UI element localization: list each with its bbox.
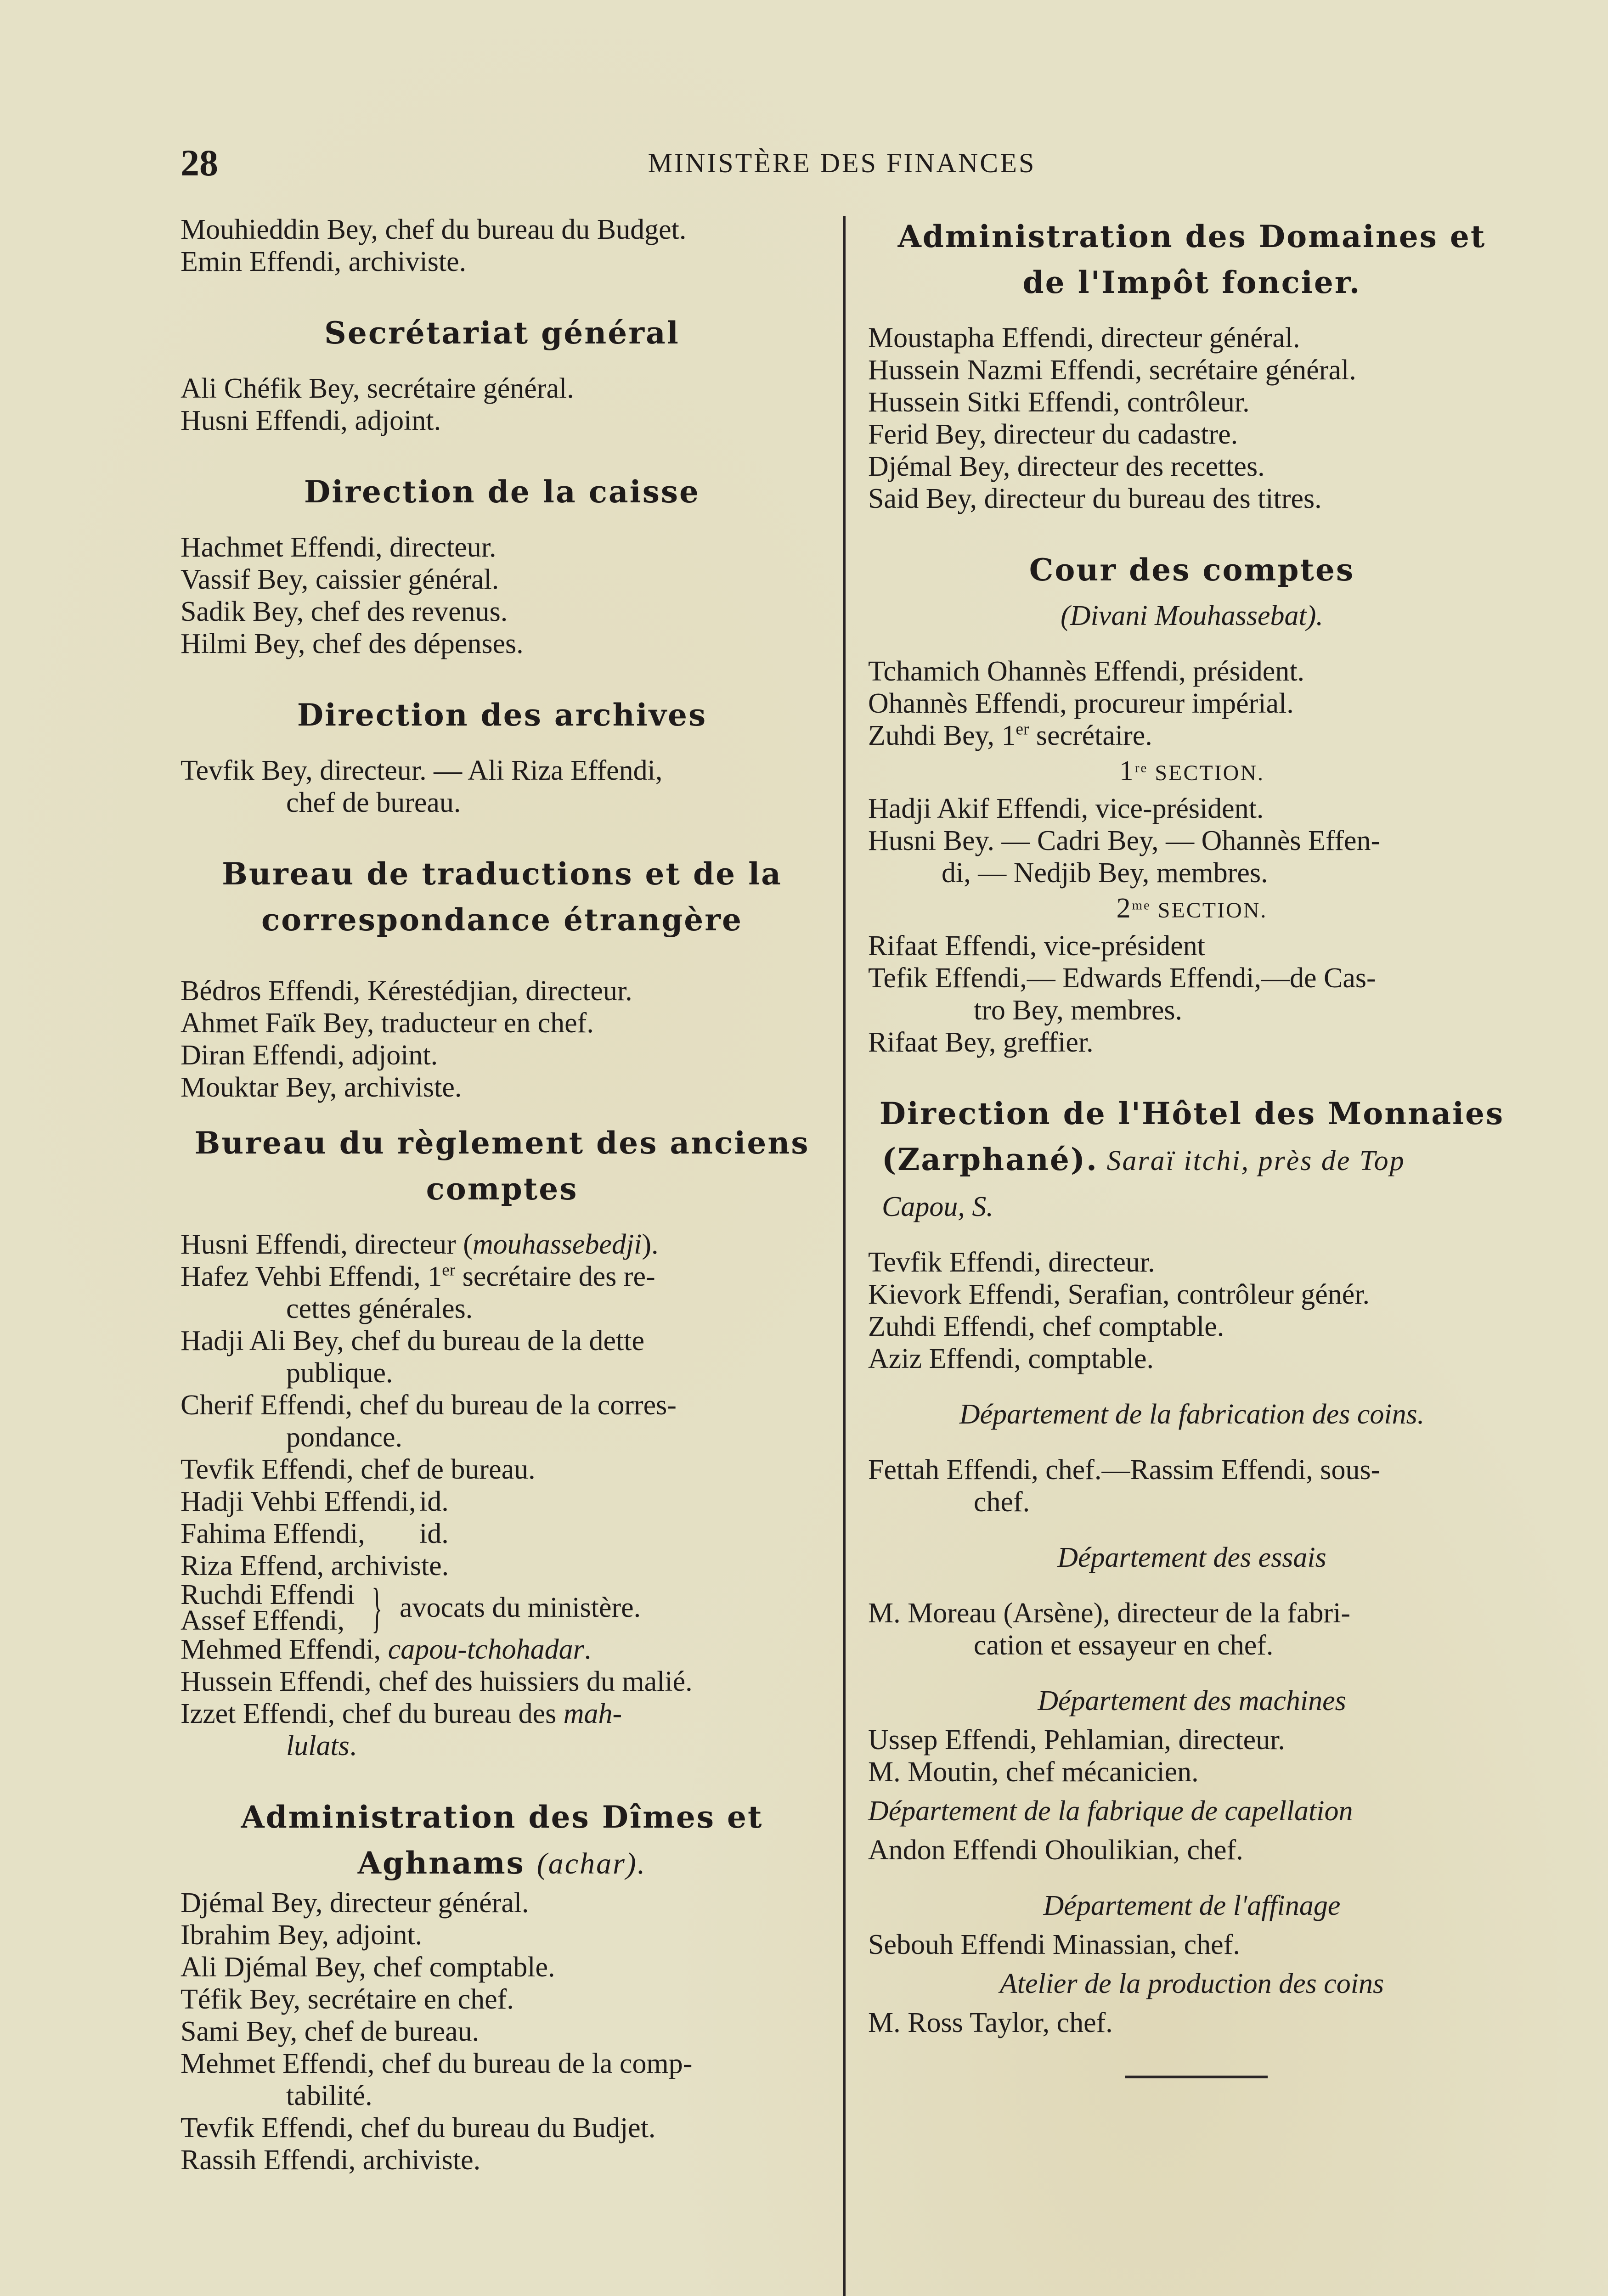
- entry-text: Hafez Vehbi Effendi, 1: [181, 1261, 442, 1292]
- heading-italic-term: (achar).: [536, 1847, 647, 1880]
- entry-italic-term: mouhassebedji: [472, 1229, 642, 1260]
- section-heading-reglement: Bureau du règlement des anciens: [194, 1125, 810, 1161]
- entry-italic-term: mah-: [563, 1698, 622, 1729]
- running-head: [181, 138, 1503, 188]
- entry-line-continuation: pondance.: [286, 1422, 403, 1453]
- entry-line: Tevfik Effendi, directeur.: [868, 1247, 1155, 1278]
- department-title: Département des machines: [1038, 1685, 1346, 1716]
- entry-text: .: [584, 1634, 592, 1665]
- entry-line: Ali Chéfik Bey, secrétaire général.: [181, 373, 574, 404]
- entry-line: Zuhdi Effendi, chef comptable.: [868, 1311, 1224, 1342]
- entry-line-continuation: publique.: [286, 1357, 393, 1389]
- entry-line: Husni Effendi, adjoint.: [181, 405, 441, 436]
- entry-line-continuation: cettes générales.: [286, 1293, 473, 1324]
- entry-line: M. Moutin, chef mécanicien.: [868, 1756, 1199, 1788]
- entry-line: Husni Bey. — Cadri Bey, — Ohannès Effen-: [868, 825, 1381, 856]
- entry-line: [181, 1633, 824, 1666]
- entry-line: Rifaat Effendi, vice-président: [868, 930, 1205, 962]
- entry-text: Fahima Effendi,: [181, 1518, 365, 1549]
- left-column: [181, 214, 824, 2176]
- entry-line: Ruchdi Effendi: [181, 1579, 355, 1610]
- entry-line: Emin Effendi, archiviste.: [181, 246, 467, 277]
- entry-line: Rassih Effendi, archiviste.: [181, 2144, 481, 2176]
- entry-text: id.: [419, 1518, 449, 1549]
- department-title: Département des essais: [1057, 1542, 1326, 1573]
- brace-icon: }: [372, 1577, 383, 1638]
- heading-text: Aghnams: [357, 1845, 525, 1881]
- section-heading-monnaies-2: [868, 1137, 1516, 1184]
- department-title: Département de la fabrique de capellation: [868, 1795, 1353, 1827]
- entry-line: Mehmet Effendi, chef du bureau de la comp-: [181, 2048, 693, 2079]
- entry-line-continuation: chef de bureau.: [286, 787, 461, 818]
- entry-line: Rifaat Bey, greffier.: [868, 1027, 1094, 1058]
- entry-line: Sebouh Effendi Minassian, chef.: [868, 1929, 1240, 1960]
- entry-line: Fettah Effendi, chef.—Rassim Effendi, sous-: [868, 1454, 1381, 1486]
- entry-line: M. Moreau (Arsène), directeur de la fabri-: [868, 1598, 1351, 1629]
- department-title: Atelier de la production des coins: [999, 1968, 1384, 1999]
- entry-text: secrétaire.: [1029, 720, 1152, 751]
- label-text: 2: [1116, 893, 1132, 924]
- section-heading-cour-des-comptes: Cour des comptes: [1029, 552, 1355, 588]
- entry-text: id.: [419, 1486, 449, 1517]
- entry-line: [181, 1698, 824, 1730]
- subsection-label: [868, 889, 1516, 930]
- entry-text: Izzet Effendi, chef du bureau des: [181, 1698, 564, 1729]
- entry-line: Ohannès Effendi, procureur impérial.: [868, 688, 1294, 719]
- entry-line-continuation: tabilité.: [286, 2080, 372, 2111]
- column-divider: [843, 216, 846, 2296]
- section-heading-reglement-2: comptes: [426, 1171, 578, 1207]
- entry-line-continuation: cation et essayeur en chef.: [974, 1630, 1274, 1661]
- entry-line-continuation: chef.: [974, 1486, 1030, 1518]
- entry-text: Zuhdi Bey, 1: [868, 720, 1016, 751]
- section-heading-monnaies: Direction de l'Hôtel des Monnaies: [879, 1096, 1505, 1131]
- entry-line: Hussein Nazmi Effendi, secrétaire général.: [868, 355, 1356, 386]
- heading-italic-address-cont: Capou, S.: [882, 1191, 993, 1222]
- section-heading-traductions: Bureau de traductions et de la: [222, 856, 782, 892]
- entry-line: Hussein Sitki Effendi, contrôleur.: [868, 387, 1250, 418]
- entry-line-continuation: [181, 1730, 824, 1762]
- label-text: SECTION.: [1151, 898, 1268, 923]
- entry-line: [181, 1261, 824, 1293]
- entry-line: Vassif Bey, caissier général.: [181, 564, 499, 595]
- entry-line: Ahmet Faïk Bey, traducteur en chef.: [181, 1007, 594, 1039]
- entry-line: Moustapha Effendi, directeur général.: [868, 322, 1300, 354]
- entry-italic-term: lulats: [286, 1730, 350, 1761]
- entry-line-continuation: tro Bey, membres.: [974, 995, 1182, 1026]
- section-heading-traductions-2: correspondance étrangère: [261, 902, 743, 938]
- entry-line: Hussein Effendi, chef des huissiers du malié.: [181, 1666, 693, 1697]
- entry-line: Ali Djémal Bey, chef comptable.: [181, 1952, 555, 1983]
- section-heading-domaines-2: de l'Impôt foncier.: [1022, 264, 1361, 300]
- section-subtitle: (Divani Mouhassebat).: [1061, 600, 1323, 631]
- entry-line: Tchamich Ohannès Effendi, président.: [868, 656, 1305, 687]
- entry-line: [181, 1228, 824, 1261]
- brace-group: [181, 1577, 824, 1638]
- entry-line: Tevfik Bey, directeur. — Ali Riza Effendi,: [181, 755, 663, 786]
- entry-line: Sadik Bey, chef des revenus.: [181, 596, 508, 627]
- entry-line: Andon Effendi Ohoulikian, chef.: [868, 1835, 1243, 1866]
- entry-text: secrétaire des re-: [455, 1261, 655, 1292]
- entry-text: Hadji Vehbi Effendi,: [181, 1486, 416, 1517]
- entry-line: Said Bey, directeur du bureau des titres.: [868, 483, 1322, 514]
- section-heading-dimes-2: [181, 1840, 824, 1887]
- entry-line: [868, 720, 1516, 752]
- entry-line: Hachmet Effendi, directeur.: [181, 532, 497, 563]
- entry-line: Ferid Bey, directeur du cadastre.: [868, 419, 1238, 450]
- brace-names: [181, 1579, 355, 1636]
- entry-line: Assef Effendi,: [181, 1605, 344, 1636]
- entry-line: Diran Effendi, adjoint.: [181, 1040, 438, 1071]
- right-column: [868, 214, 1516, 2078]
- running-title: MINISTÈRE DES FINANCES: [648, 148, 1036, 178]
- heading-text: (Zarphané).: [882, 1142, 1099, 1177]
- section-heading-domaines: Administration des Domaines et: [897, 219, 1486, 254]
- section-heading-secretariat: Secrétariat général: [324, 315, 680, 351]
- ordinal-suffix: er: [442, 1261, 456, 1280]
- entry-line: Aziz Effendi, comptable.: [868, 1343, 1154, 1374]
- entry-line: Tefik Effendi,— Edwards Effendi,—de Cas-: [868, 962, 1376, 994]
- entry-role: avocats du ministère.: [400, 1592, 641, 1623]
- department-title: Département de l'affinage: [1043, 1890, 1341, 1921]
- entry-line: Mouhieddin Bey, chef du bureau du Budget.: [181, 214, 687, 245]
- section-heading-archives: Direction des archives: [297, 697, 707, 733]
- section-heading-dimes: Administration des Dîmes et: [241, 1799, 763, 1835]
- entry-line: Ussep Effendi, Pehlamian, directeur.: [868, 1724, 1285, 1756]
- entry-text: Husni Effendi, directeur (: [181, 1229, 473, 1260]
- subsection-label: [868, 752, 1516, 793]
- department-title: Département de la fabrication des coins.: [959, 1399, 1425, 1430]
- section-heading-caisse: Direction de la caisse: [304, 474, 700, 510]
- entry-line-continuation: di, — Nedjib Bey, membres.: [942, 857, 1268, 889]
- entry-line: Téfik Bey, secrétaire en chef.: [181, 1984, 514, 2015]
- page-number: 28: [181, 142, 218, 184]
- entry-line: Ibrahim Bey, adjoint.: [181, 1919, 423, 1951]
- entry-italic-term: capou-tchohadar: [388, 1634, 584, 1665]
- entry-line: Sami Bey, chef de bureau.: [181, 2016, 480, 2047]
- entry-line: Hadji Akif Effendi, vice-président.: [868, 793, 1264, 824]
- entry-line: M. Ross Taylor, chef.: [868, 2007, 1113, 2038]
- entry-line: Cherif Effendi, chef du bureau de la corres-: [181, 1390, 677, 1421]
- entry-line: Riza Effend, archiviste.: [181, 1550, 449, 1581]
- entry-line: Djémal Bey, directeur général.: [181, 1887, 529, 1919]
- entry-line: Tevfik Effendi, chef du bureau du Budjet.: [181, 2112, 656, 2144]
- label-text: 1: [1119, 755, 1135, 787]
- ordinal-suffix: me: [1132, 898, 1151, 913]
- entry-line: [181, 1486, 824, 1518]
- entry-line: Mouktar Bey, archiviste.: [181, 1072, 462, 1103]
- label-text: SECTION.: [1148, 761, 1265, 785]
- entry-line: Djémal Bey, directeur des recettes.: [868, 451, 1265, 482]
- entry-line: [181, 1518, 824, 1550]
- entry-line: Bédros Effendi, Kérestédjian, directeur.: [181, 975, 632, 1007]
- entry-text: Mehmed Effendi,: [181, 1634, 388, 1665]
- heading-italic-address: Saraï itchi, près de Top: [1098, 1145, 1405, 1176]
- entry-text: .: [349, 1730, 357, 1761]
- entry-line: Kievork Effendi, Serafian, contrôleur génér.: [868, 1279, 1370, 1310]
- entry-line: Hilmi Bey, chef des dépenses.: [181, 628, 524, 659]
- ordinal-suffix: er: [1016, 720, 1029, 739]
- ordinal-suffix: re: [1134, 760, 1148, 776]
- end-rule: [1125, 2076, 1268, 2078]
- entry-line: Tevfik Effendi, chef de bureau.: [181, 1454, 536, 1485]
- entry-line: Hadji Ali Bey, chef du bureau de la dette: [181, 1325, 645, 1356]
- entry-text: ).: [642, 1229, 659, 1260]
